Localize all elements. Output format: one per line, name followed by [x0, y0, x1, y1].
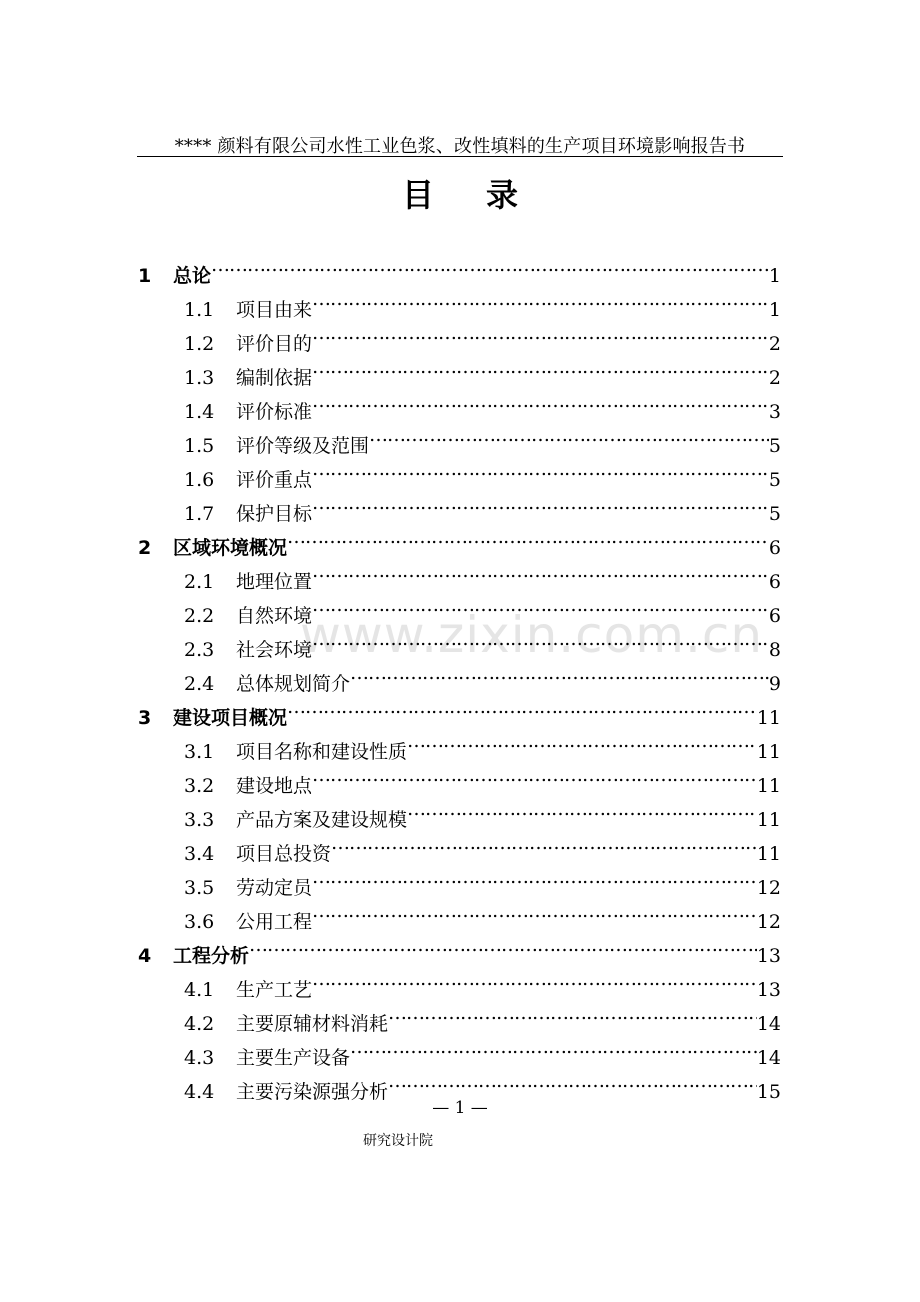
- toc-number: 2.4: [184, 673, 215, 695]
- toc-page-number: 3: [768, 401, 781, 423]
- toc-section-row[interactable]: [138, 316, 781, 355]
- toc-dot-leader: [312, 282, 769, 316]
- toc-chapter-row[interactable]: [138, 520, 781, 559]
- toc-chapter-row[interactable]: [138, 248, 781, 287]
- toc-number: 3.6: [184, 911, 215, 933]
- toc-number: 1.5: [184, 435, 215, 457]
- toc-number: 2.3: [184, 639, 215, 661]
- toc-number: 4.1: [184, 979, 215, 1001]
- toc-dot-leader: [287, 520, 769, 554]
- toc-title-text: 公用工程: [236, 911, 313, 933]
- toc-page-number: 11: [756, 741, 781, 763]
- toc-title-text: 总论: [173, 265, 212, 287]
- toc-title-text: 评价重点: [236, 469, 313, 491]
- toc-title-text: 社会环境: [236, 639, 313, 661]
- toc-page-number: 2: [768, 367, 781, 389]
- toc-number: 1.4: [184, 401, 215, 423]
- toc-title-text: 项目名称和建设性质: [236, 741, 408, 763]
- header-rule: [137, 156, 783, 157]
- toc-section-row[interactable]: [138, 588, 781, 627]
- toc-dot-leader: [211, 248, 769, 282]
- toc-page-number: 6: [768, 537, 781, 559]
- toc-dot-leader: [312, 486, 769, 520]
- toc-title: 目录: [401, 176, 570, 214]
- toc-dot-leader: [312, 962, 757, 996]
- toc-dot-leader: [407, 724, 757, 758]
- toc-number: 1.1: [184, 299, 215, 321]
- toc-dot-leader: [312, 554, 769, 588]
- toc-page-number: 14: [756, 1013, 781, 1035]
- toc-title-text: 编制依据: [236, 367, 313, 389]
- toc-dot-leader: [249, 928, 757, 962]
- toc-page-number: 11: [756, 775, 781, 797]
- toc-title-text: 劳动定员: [236, 877, 313, 899]
- toc-number: 1.7: [184, 503, 215, 525]
- toc-dot-leader: [312, 350, 769, 384]
- toc-section-row[interactable]: [138, 350, 781, 389]
- toc-title-text: 工程分析: [173, 945, 250, 967]
- toc-title-text: 主要生产设备: [236, 1047, 351, 1069]
- toc-section-row[interactable]: [138, 724, 781, 763]
- toc-section-row[interactable]: [138, 826, 781, 865]
- toc-page-number: 14: [756, 1047, 781, 1069]
- document-header: **** 颜料有限公司水性工业色浆、改性填料的生产项目环境影响报告书: [174, 136, 746, 157]
- toc-section-row[interactable]: [138, 622, 781, 661]
- toc-section-row[interactable]: [138, 282, 781, 321]
- toc-page-number: 12: [756, 877, 781, 899]
- toc-title-text: 评价标准: [236, 401, 313, 423]
- toc-section-row[interactable]: [138, 894, 781, 933]
- toc-section-row[interactable]: [138, 1030, 781, 1069]
- toc-dot-leader: [331, 826, 757, 860]
- toc-dot-leader: [312, 622, 769, 656]
- toc-number: 4: [138, 945, 152, 967]
- toc-section-row[interactable]: [138, 962, 781, 1001]
- toc-number: 1.2: [184, 333, 215, 355]
- toc-dot-leader: [312, 758, 757, 792]
- toc-page-number: 5: [768, 503, 781, 525]
- toc-page-number: 15: [756, 1081, 781, 1103]
- toc-number: 2: [138, 537, 152, 559]
- toc-title-text: 评价目的: [236, 333, 313, 355]
- toc-dot-leader: [312, 316, 769, 350]
- toc-number: 3.2: [184, 775, 215, 797]
- toc-title-text: 生产工艺: [236, 979, 313, 1001]
- toc-page-number: 12: [756, 911, 781, 933]
- toc-number: 3: [138, 707, 152, 729]
- toc-title-text: 保护目标: [236, 503, 313, 525]
- toc-title-text: 自然环境: [236, 605, 313, 627]
- toc-number: 3.1: [184, 741, 215, 763]
- toc-dot-leader: [369, 418, 769, 452]
- toc-page-number: 1: [768, 265, 781, 287]
- toc-section-row[interactable]: [138, 384, 781, 423]
- toc-page-number: 8: [768, 639, 781, 661]
- toc-dot-leader: [312, 588, 769, 622]
- toc-title-text: 项目总投资: [236, 843, 332, 865]
- toc-chapter-row[interactable]: [138, 690, 781, 729]
- toc-number: 4.3: [184, 1047, 215, 1069]
- toc-page-number: 11: [756, 707, 781, 729]
- toc-number: 2.1: [184, 571, 215, 593]
- toc-number: 3.3: [184, 809, 215, 831]
- toc-number: 4.4: [184, 1081, 215, 1103]
- toc-page-number: 5: [768, 435, 781, 457]
- toc-chapter-row[interactable]: [138, 928, 781, 967]
- toc-title-text: 主要污染源强分析: [236, 1081, 389, 1103]
- toc-title-text: 地理位置: [236, 571, 313, 593]
- toc-section-row[interactable]: [138, 792, 781, 831]
- toc-page-number: 9: [768, 673, 781, 695]
- toc-section-row[interactable]: [138, 418, 781, 457]
- toc-section-row[interactable]: [138, 452, 781, 491]
- toc-number: 4.2: [184, 1013, 215, 1035]
- toc-dot-leader: [388, 996, 757, 1030]
- toc-number: 2.2: [184, 605, 215, 627]
- toc-section-row[interactable]: [138, 656, 781, 695]
- toc-page-number: 13: [756, 945, 781, 967]
- toc-section-row[interactable]: [138, 758, 781, 797]
- toc-section-row[interactable]: [138, 554, 781, 593]
- toc-dot-leader: [312, 894, 757, 928]
- toc-dot-leader: [407, 792, 757, 826]
- toc-page-number: 6: [768, 605, 781, 627]
- toc-section-row[interactable]: [138, 996, 781, 1035]
- toc-page-number: 13: [756, 979, 781, 1001]
- toc-section-row[interactable]: [138, 1064, 781, 1103]
- toc-dot-leader: [287, 690, 757, 724]
- toc-page-number: 11: [756, 843, 781, 865]
- toc-page-number: 6: [768, 571, 781, 593]
- watermark: www.zixin.com.cn: [300, 606, 764, 664]
- toc-page-number: 1: [768, 299, 781, 321]
- toc-dot-leader: [350, 1030, 757, 1064]
- toc-title-text: 产品方案及建设规模: [236, 809, 408, 831]
- toc-title-text: 区域环境概况: [173, 537, 288, 559]
- toc-title-text: 建设项目概况: [173, 707, 288, 729]
- toc-number: 1: [138, 265, 152, 287]
- footer-organization: 研究设计院: [363, 1133, 433, 1149]
- toc-dot-leader: [350, 656, 769, 690]
- toc-dot-leader: [312, 452, 769, 486]
- toc-title-text: 主要原辅材料消耗: [236, 1013, 389, 1035]
- toc-title-text: 总体规划简介: [236, 673, 351, 695]
- toc-page-number: 5: [768, 469, 781, 491]
- toc-number: 1.6: [184, 469, 215, 491]
- toc-title-text: 项目由来: [236, 299, 313, 321]
- toc-number: 3.5: [184, 877, 215, 899]
- toc-dot-leader: [388, 1064, 757, 1098]
- toc-title-text: 评价等级及范围: [236, 435, 370, 457]
- toc-section-row[interactable]: [138, 860, 781, 899]
- toc-dot-leader: [312, 860, 757, 894]
- toc-title-text: 建设地点: [236, 775, 313, 797]
- page-number: — 1 —: [432, 1098, 488, 1118]
- toc-number: 3.4: [184, 843, 215, 865]
- toc-page-number: 11: [756, 809, 781, 831]
- toc-number: 1.3: [184, 367, 215, 389]
- toc-section-row[interactable]: [138, 486, 781, 525]
- toc-dot-leader: [312, 384, 769, 418]
- toc-page-number: 2: [768, 333, 781, 355]
